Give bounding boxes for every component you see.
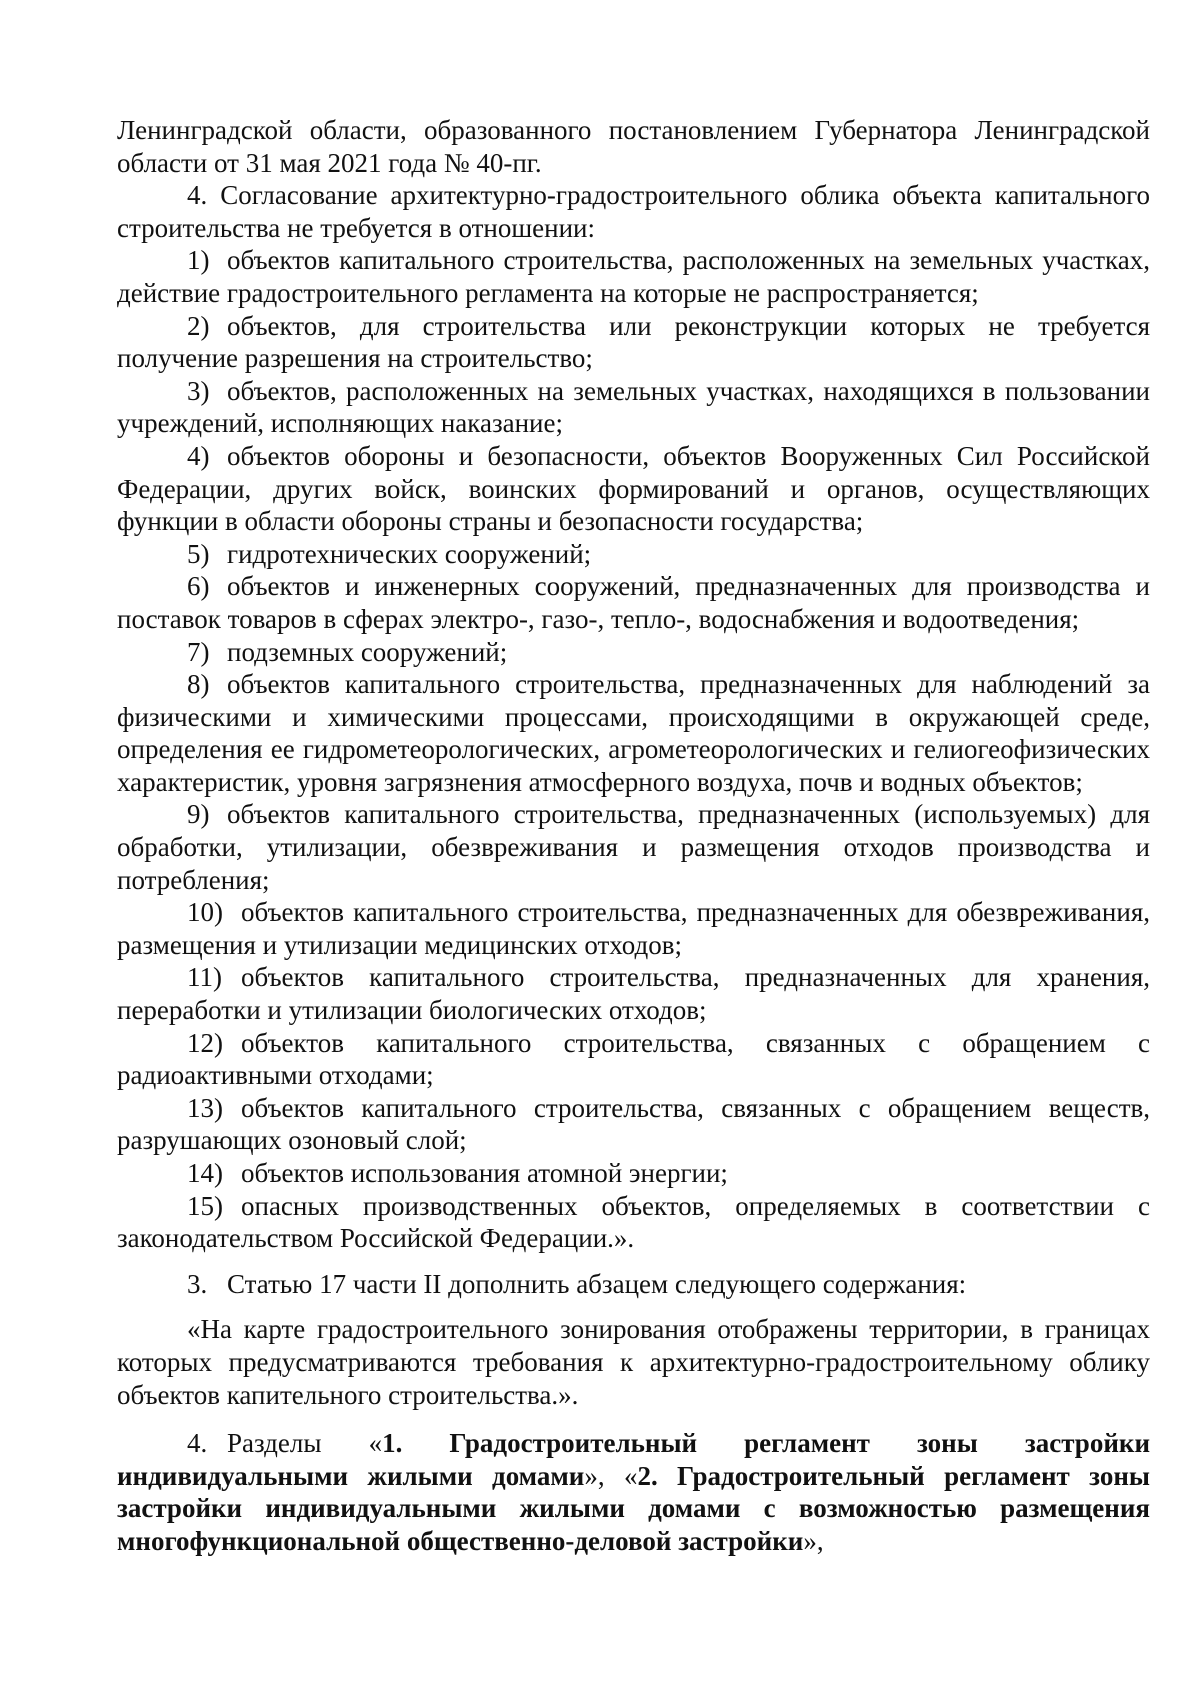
list-item-11 (117, 961, 1150, 1026)
paragraph-text: Разделы « (227, 1428, 383, 1459)
list-item-text: объектов капитального строительства, расположенных на земельных участках, действие градостроительного регламента на которые не распространяется; (117, 245, 1150, 308)
list-number: 6) (187, 571, 210, 602)
list-number: 12) (187, 1027, 223, 1058)
list-number: 4. (187, 1428, 208, 1459)
list-item-4 (117, 440, 1150, 538)
list-item-7 (117, 636, 1150, 669)
list-item-15 (117, 1190, 1150, 1255)
list-item-12 (117, 1027, 1150, 1092)
list-item-text: объектов капитального строительства, связанных с обращением с радиоактивными отходами; (117, 1027, 1150, 1091)
list-item-text: объектов капитального строительства, предназначенных для обезвреживания, размещения и утилизации медицинских отходов; (117, 897, 1150, 960)
list-item-text: объектов и инженерных сооружений, предназначенных для производства и поставок товаров в сферах электро-, газо-, тепло-, водоснабжения и водоотведения; (117, 571, 1150, 634)
list-item-13 (117, 1092, 1150, 1157)
clause-4 (117, 179, 1150, 244)
list-number: 13) (187, 1092, 223, 1123)
list-item-text: объектов, расположенных на земельных участках, находящихся в пользовании учреждений, исполняющих наказание; (117, 375, 1150, 439)
clause-3 (117, 1268, 1150, 1301)
list-item-14 (117, 1157, 1150, 1190)
list-item-6 (117, 570, 1150, 635)
list-item-5 (117, 538, 1150, 571)
clause-4-sections (117, 1427, 1150, 1557)
section-title-1: 1. Градостроительный регламент зоны застройки индивидуальными жилыми домами (117, 1428, 1150, 1491)
list-number: 2) (187, 310, 210, 341)
list-number: 4) (187, 440, 210, 471)
section-title-2: 2. Градостроительный регламент зоны застройки индивидуальными жилыми домами с возможностью размещения многофункциональной общественно-деловой застройки (117, 1460, 1151, 1556)
paragraph-text: », « (584, 1460, 638, 1491)
list-item-text: объектов использования атомной энергии; (241, 1158, 728, 1188)
paragraph-text: Статью 17 части II дополнить абзацем следующего содержания: (227, 1268, 967, 1299)
list-number: 9) (187, 799, 210, 830)
list-number: 8) (187, 669, 210, 700)
document-body (117, 114, 1150, 1558)
list-number: 5) (187, 538, 210, 569)
list-number: 3. (187, 1268, 208, 1299)
list-number: 3) (187, 375, 210, 406)
paragraph-text: 4. Согласование архитектурно-градостроительного облика объекта капитального строительства не требуется в отношении: (117, 180, 1150, 243)
list-item-text: подземных сооружений; (227, 636, 508, 667)
list-number: 14) (187, 1158, 223, 1188)
list-item-10 (117, 896, 1150, 961)
quoted-paragraph (117, 1313, 1150, 1411)
list-item-9 (117, 798, 1150, 896)
list-number: 15) (187, 1190, 223, 1221)
list-item-text: опасных производственных объектов, определяемых в соответствии с законодательством Российской Федерации.». (117, 1190, 1150, 1254)
list-item-2 (117, 310, 1150, 375)
list-item-text: гидротехнических сооружений; (227, 538, 592, 569)
list-number: 10) (187, 897, 223, 928)
paragraph-text: Ленинградской области, образованного постановлением Губернатора Ленинградской области от 31 мая 2021 года № 40-пг. (117, 115, 1150, 178)
paragraph-text: «На карте градостроительного зонирования отображены территории, в границах которых предусматриваются требования к архитектурно-градостроительному облику объектов капительного строительства.». (117, 1314, 1150, 1410)
list-item-text: объектов, для строительства или реконструкции которых не требуется получение разрешения на строительство; (117, 310, 1150, 374)
list-item-text: объектов обороны и безопасности, объектов Вооруженных Сил Российской Федерации, других войск, воинских формирований и органов, осуществляющих функции в области обороны страны и безопасности государства; (117, 440, 1150, 537)
list-item-text: объектов капитального строительства, предназначенных для хранения, переработки и утилизации биологических отходов; (117, 962, 1150, 1026)
list-item-3 (117, 375, 1150, 440)
list-item-1 (117, 244, 1150, 309)
list-item-text: объектов капитального строительства, предназначенных (используемых) для обработки, утилизации, обезвреживания и размещения отходов производства и потребления; (117, 799, 1150, 895)
list-item-text: объектов капитального строительства, предназначенных для наблюдений за физическими и химическими процессами, происходящими в окружающей среде, определения ее гидрометеорологических, агрометеорологических и гелиогеофизических характеристик, уровня загрязнения атмосферного воздуха, почв и водных объектов; (117, 669, 1150, 797)
list-item-text: объектов капитального строительства, связанных с обращением веществ, разрушающих озоновый слой; (117, 1092, 1150, 1156)
paragraph-text: », (803, 1525, 824, 1556)
list-number: 11) (187, 962, 222, 993)
list-item-8 (117, 668, 1150, 798)
list-number: 1) (187, 245, 210, 276)
paragraph-continuation (117, 114, 1150, 179)
list-number: 7) (187, 636, 210, 667)
